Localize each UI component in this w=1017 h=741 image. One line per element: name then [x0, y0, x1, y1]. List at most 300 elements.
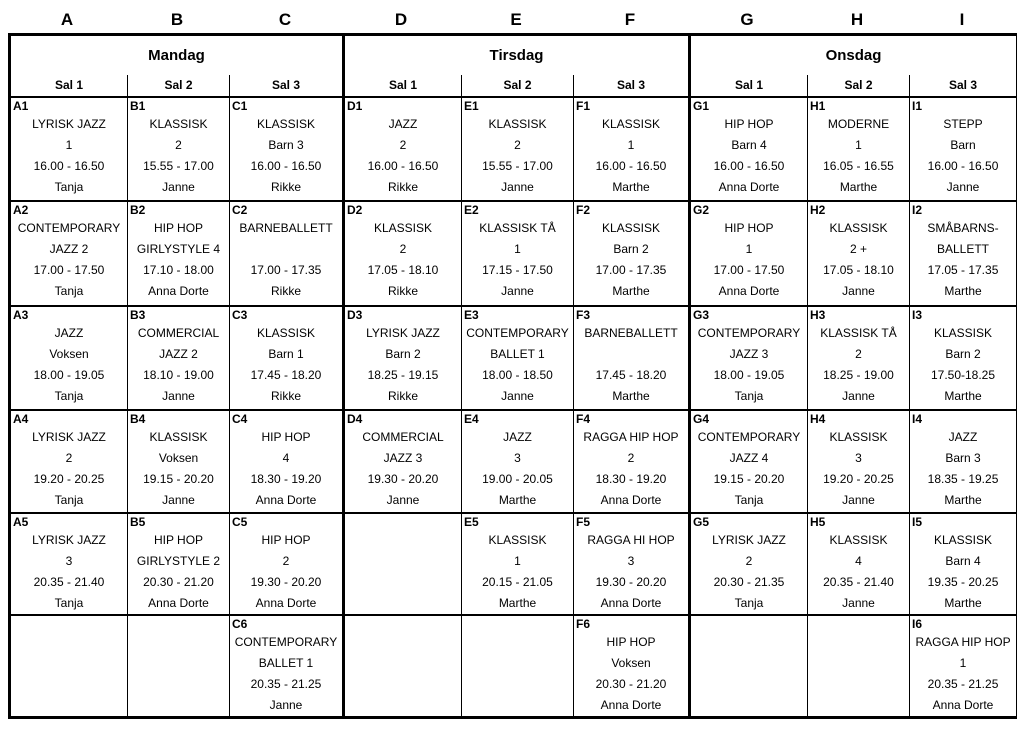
class-time: 15.55 - 17.00 [462, 156, 573, 177]
class-cell [808, 410, 910, 513]
class-name [128, 632, 229, 653]
class-name: KLASSISK [910, 530, 1016, 551]
schedule-row [10, 201, 1017, 306]
class-cell [462, 201, 574, 306]
class-time: 19.35 - 20.25 [910, 572, 1016, 593]
class-teacher [691, 695, 807, 716]
class-level: Voksen [574, 653, 688, 674]
class-name: HIP HOP [691, 218, 807, 239]
class-cell-id [462, 616, 573, 632]
class-cell [910, 513, 1017, 615]
class-time [11, 674, 127, 695]
class-level: Barn 3 [230, 135, 342, 156]
class-time: 17.45 - 18.20 [230, 365, 342, 386]
class-cell-id: E3 [462, 307, 573, 323]
class-cell-id: C3 [230, 307, 342, 323]
class-level: Barn 2 [345, 344, 461, 365]
class-cell-id: F4 [574, 411, 688, 427]
class-level [808, 653, 909, 674]
class-cell [128, 97, 230, 201]
class-cell [344, 201, 462, 306]
class-time: 17.00 - 17.35 [230, 260, 342, 281]
class-cell [230, 97, 344, 201]
class-cell [128, 201, 230, 306]
class-cell [690, 97, 808, 201]
class-cell [230, 513, 344, 615]
day-header-row [10, 35, 1017, 75]
class-time: 19.00 - 20.05 [462, 469, 573, 490]
class-cell-id: G4 [691, 411, 807, 427]
room-header: Sal 3 [230, 75, 344, 97]
class-teacher: Marthe [574, 386, 688, 407]
class-teacher [462, 695, 573, 716]
class-cell [690, 201, 808, 306]
class-name: KLASSISK [808, 530, 909, 551]
class-level: JAZZ 4 [691, 448, 807, 469]
class-cell [230, 201, 344, 306]
class-time: 17.00 - 17.50 [691, 260, 807, 281]
class-name: STEPP [910, 114, 1016, 135]
class-teacher: Tanja [11, 281, 127, 302]
class-cell [574, 410, 690, 513]
class-level: 2 [808, 344, 909, 365]
class-cell-id: I6 [910, 616, 1016, 632]
class-level: 1 [691, 239, 807, 260]
class-name: RAGGA HIP HOP [910, 632, 1016, 653]
class-teacher: Rikke [230, 281, 342, 302]
room-header: Sal 2 [128, 75, 230, 97]
class-time: 20.30 - 21.20 [574, 674, 688, 695]
class-name: BARNEBALLETT [574, 323, 688, 344]
class-cell [910, 410, 1017, 513]
class-level: 2 [462, 135, 573, 156]
class-teacher: Janne [128, 490, 229, 511]
class-level: Barn 3 [910, 448, 1016, 469]
class-cell [462, 513, 574, 615]
column-letter: F [572, 10, 688, 30]
class-teacher: Tanja [691, 386, 807, 407]
class-teacher: Marthe [574, 177, 688, 198]
room-header: Sal 1 [344, 75, 462, 97]
class-cell-id [128, 616, 229, 632]
class-time: 18.25 - 19.00 [808, 365, 909, 386]
class-cell [574, 201, 690, 306]
class-time: 16.00 - 16.50 [574, 156, 688, 177]
class-cell [462, 97, 574, 201]
class-name [11, 632, 127, 653]
class-cell-id: G5 [691, 514, 807, 530]
class-time: 17.05 - 18.10 [808, 260, 909, 281]
class-level: Barn 4 [910, 551, 1016, 572]
class-name: JAZZ [345, 114, 461, 135]
class-cell [10, 410, 128, 513]
column-letter: G [688, 10, 806, 30]
class-time: 18.00 - 19.05 [11, 365, 127, 386]
class-time: 20.30 - 21.35 [691, 572, 807, 593]
class-teacher: Rikke [345, 386, 461, 407]
class-cell-id [691, 616, 807, 632]
class-time: 16.00 - 16.50 [11, 156, 127, 177]
class-teacher: Anna Dorte [691, 281, 807, 302]
class-cell [910, 615, 1017, 718]
class-time: 17.15 - 17.50 [462, 260, 573, 281]
class-teacher: Tanja [11, 593, 127, 614]
class-cell-id: C6 [230, 616, 342, 632]
class-cell-id: I2 [910, 202, 1016, 218]
class-teacher: Anna Dorte [230, 593, 342, 614]
class-time: 20.35 - 21.40 [808, 572, 909, 593]
class-time [808, 674, 909, 695]
class-teacher: Rikke [230, 386, 342, 407]
class-time: 18.00 - 18.50 [462, 365, 573, 386]
schedule-row [10, 97, 1017, 201]
class-teacher: Janne [808, 490, 909, 511]
class-teacher [345, 593, 461, 614]
class-time [345, 674, 461, 695]
class-time: 15.55 - 17.00 [128, 156, 229, 177]
class-name: CONTEMPORARY [11, 218, 127, 239]
class-level: 4 [230, 448, 342, 469]
class-cell-id: I1 [910, 98, 1016, 114]
class-name: KLASSISK [230, 114, 342, 135]
class-level: JAZZ 3 [345, 448, 461, 469]
class-time: 16.00 - 16.50 [691, 156, 807, 177]
class-name: LYRISK JAZZ [11, 530, 127, 551]
class-time: 19.30 - 20.20 [345, 469, 461, 490]
class-name: KLASSISK TÅ [808, 323, 909, 344]
class-cell [128, 306, 230, 410]
column-letter: E [460, 10, 572, 30]
class-cell-id: G2 [691, 202, 807, 218]
class-name: HIP HOP [230, 530, 342, 551]
class-time: 18.10 - 19.00 [128, 365, 229, 386]
class-cell-id: C4 [230, 411, 342, 427]
class-cell-id: B1 [128, 98, 229, 114]
class-cell-id [11, 616, 127, 632]
class-time: 19.20 - 20.25 [808, 469, 909, 490]
room-header: Sal 2 [808, 75, 910, 97]
class-cell-id: F6 [574, 616, 688, 632]
class-cell-id: B2 [128, 202, 229, 218]
class-time: 16.00 - 16.50 [910, 156, 1016, 177]
class-name: HIP HOP [574, 632, 688, 653]
class-name: KLASSISK [808, 427, 909, 448]
class-time [345, 572, 461, 593]
day-header-onsdag: Onsdag [690, 35, 1017, 75]
class-cell-id: D2 [345, 202, 461, 218]
column-letters-row [8, 7, 1017, 33]
class-name: COMMERCIAL [128, 323, 229, 344]
class-teacher: Janne [345, 490, 461, 511]
class-time: 18.30 - 19.20 [230, 469, 342, 490]
class-level: 2 [11, 448, 127, 469]
class-cell-id: C1 [230, 98, 342, 114]
room-header: Sal 3 [910, 75, 1017, 97]
class-name [345, 632, 461, 653]
class-cell [10, 615, 128, 718]
column-letter: C [228, 10, 342, 30]
class-name [462, 632, 573, 653]
class-name: KLASSISK [574, 218, 688, 239]
class-cell [128, 615, 230, 718]
class-teacher: Tanja [691, 490, 807, 511]
class-name: HIP HOP [128, 218, 229, 239]
class-level: 2 [691, 551, 807, 572]
schedule-row [10, 410, 1017, 513]
class-cell [10, 97, 128, 201]
class-time: 17.05 - 17.35 [910, 260, 1016, 281]
class-level: 2 [345, 135, 461, 156]
class-cell [808, 306, 910, 410]
class-cell [574, 97, 690, 201]
class-level: 3 [808, 448, 909, 469]
class-time: 19.15 - 20.20 [691, 469, 807, 490]
class-cell-id: E5 [462, 514, 573, 530]
class-teacher: Anna Dorte [574, 695, 688, 716]
class-cell [344, 410, 462, 513]
column-letter: I [908, 10, 1016, 30]
class-cell [808, 201, 910, 306]
schedule-row [10, 306, 1017, 410]
class-level: Voksen [128, 448, 229, 469]
class-level: 2 [345, 239, 461, 260]
class-name: KLASSISK [345, 218, 461, 239]
class-name: LYRISK JAZZ [11, 427, 127, 448]
class-cell-id: A3 [11, 307, 127, 323]
class-cell-id: H3 [808, 307, 909, 323]
class-cell-id: D3 [345, 307, 461, 323]
class-name: JAZZ [11, 323, 127, 344]
column-letter: B [126, 10, 228, 30]
class-teacher: Anna Dorte [574, 593, 688, 614]
class-teacher: Tanja [11, 490, 127, 511]
class-time: 17.05 - 18.10 [345, 260, 461, 281]
class-time: 17.00 - 17.35 [574, 260, 688, 281]
class-level: 4 [808, 551, 909, 572]
class-name: COMMERCIAL [345, 427, 461, 448]
class-time: 20.35 - 21.40 [11, 572, 127, 593]
class-name: KLASSISK [128, 114, 229, 135]
class-teacher: Janne [128, 177, 229, 198]
class-teacher: Janne [462, 386, 573, 407]
class-cell-id [808, 616, 909, 632]
class-level [462, 653, 573, 674]
class-teacher: Marthe [910, 386, 1016, 407]
schedule-table [8, 33, 1017, 719]
schedule-row [10, 615, 1017, 718]
class-cell-id: F1 [574, 98, 688, 114]
class-teacher [11, 695, 127, 716]
class-level: BALLET 1 [462, 344, 573, 365]
class-teacher: Marthe [462, 593, 573, 614]
class-name: HIP HOP [691, 114, 807, 135]
class-teacher: Marthe [910, 593, 1016, 614]
class-level [230, 239, 342, 260]
day-header-tirsdag: Tirsdag [344, 35, 690, 75]
class-time: 16.05 - 16.55 [808, 156, 909, 177]
class-teacher [128, 695, 229, 716]
class-teacher: Tanja [691, 593, 807, 614]
class-teacher: Anna Dorte [574, 490, 688, 511]
column-letter: A [8, 10, 126, 30]
class-cell-id: I4 [910, 411, 1016, 427]
class-name: KLASSISK [230, 323, 342, 344]
class-cell-id: A4 [11, 411, 127, 427]
class-time: 17.10 - 18.00 [128, 260, 229, 281]
class-cell-id: F3 [574, 307, 688, 323]
class-cell-id: E4 [462, 411, 573, 427]
class-name: MODERNE [808, 114, 909, 135]
schedule-body [10, 97, 1017, 718]
class-level: GIRLYSTYLE 2 [128, 551, 229, 572]
class-name: KLASSISK [910, 323, 1016, 344]
class-teacher [345, 695, 461, 716]
class-cell-id: E1 [462, 98, 573, 114]
class-cell-id: B5 [128, 514, 229, 530]
class-level: 1 [462, 551, 573, 572]
class-name: JAZZ [462, 427, 573, 448]
class-level: BALLET 1 [230, 653, 342, 674]
class-cell [344, 306, 462, 410]
class-cell-id: G1 [691, 98, 807, 114]
class-name [345, 530, 461, 551]
class-level: 3 [574, 551, 688, 572]
class-level [691, 653, 807, 674]
class-name: RAGGA HIP HOP [574, 427, 688, 448]
class-cell [230, 410, 344, 513]
class-teacher: Rikke [230, 177, 342, 198]
class-teacher: Janne [462, 281, 573, 302]
room-header-row [10, 75, 1017, 97]
class-teacher: Anna Dorte [910, 695, 1016, 716]
class-level: 2 + [808, 239, 909, 260]
class-time: 19.30 - 20.20 [574, 572, 688, 593]
class-level [345, 653, 461, 674]
class-level: 2 [230, 551, 342, 572]
class-level: 1 [11, 135, 127, 156]
class-cell-id: H4 [808, 411, 909, 427]
class-name: KLASSISK [462, 114, 573, 135]
class-cell [910, 306, 1017, 410]
room-header: Sal 1 [690, 75, 808, 97]
class-cell-id: A2 [11, 202, 127, 218]
class-time [462, 674, 573, 695]
class-name: HIP HOP [128, 530, 229, 551]
class-level: JAZZ 2 [128, 344, 229, 365]
class-level: Barn 2 [574, 239, 688, 260]
class-level: JAZZ 2 [11, 239, 127, 260]
column-letter: H [806, 10, 908, 30]
class-teacher: Janne [230, 695, 342, 716]
class-cell-id: F5 [574, 514, 688, 530]
class-name: KLASSISK [808, 218, 909, 239]
class-teacher: Anna Dorte [691, 177, 807, 198]
column-letter: D [342, 10, 460, 30]
class-time: 17.00 - 17.50 [11, 260, 127, 281]
class-cell [344, 615, 462, 718]
class-level [574, 344, 688, 365]
class-name: KLASSISK TÅ [462, 218, 573, 239]
room-header: Sal 3 [574, 75, 690, 97]
class-name: JAZZ [910, 427, 1016, 448]
class-teacher: Marthe [910, 490, 1016, 511]
class-level [128, 653, 229, 674]
class-level: JAZZ 3 [691, 344, 807, 365]
class-cell-id: C2 [230, 202, 342, 218]
class-time: 19.20 - 20.25 [11, 469, 127, 490]
class-cell [690, 306, 808, 410]
class-time [691, 674, 807, 695]
class-teacher: Janne [910, 177, 1016, 198]
class-cell-id [345, 616, 461, 632]
class-cell-id: F2 [574, 202, 688, 218]
class-teacher: Janne [808, 593, 909, 614]
class-time: 20.30 - 21.20 [128, 572, 229, 593]
class-teacher: Anna Dorte [128, 593, 229, 614]
class-cell [462, 306, 574, 410]
class-name: CONTEMPORARY [691, 427, 807, 448]
class-cell [910, 201, 1017, 306]
class-name: KLASSISK [128, 427, 229, 448]
class-time [128, 674, 229, 695]
class-cell [10, 201, 128, 306]
class-name: RAGGA HI HOP [574, 530, 688, 551]
class-cell-id: A1 [11, 98, 127, 114]
class-time: 20.35 - 21.25 [230, 674, 342, 695]
class-level: Voksen [11, 344, 127, 365]
class-cell-id: G3 [691, 307, 807, 323]
room-header: Sal 1 [10, 75, 128, 97]
class-cell [462, 615, 574, 718]
class-cell-id: E2 [462, 202, 573, 218]
class-teacher: Marthe [574, 281, 688, 302]
class-cell [690, 615, 808, 718]
class-time: 18.25 - 19.15 [345, 365, 461, 386]
class-cell [344, 513, 462, 615]
class-cell [462, 410, 574, 513]
class-level: 2 [574, 448, 688, 469]
class-level: 1 [462, 239, 573, 260]
class-cell-id: H2 [808, 202, 909, 218]
class-cell [910, 97, 1017, 201]
class-name [808, 632, 909, 653]
class-teacher: Janne [808, 386, 909, 407]
class-level: Barn [910, 135, 1016, 156]
class-teacher: Anna Dorte [230, 490, 342, 511]
class-cell-id: H1 [808, 98, 909, 114]
class-teacher: Janne [462, 177, 573, 198]
class-name: HIP HOP [230, 427, 342, 448]
class-level: 1 [808, 135, 909, 156]
class-time: 19.30 - 20.20 [230, 572, 342, 593]
class-time: 20.35 - 21.25 [910, 674, 1016, 695]
class-time: 19.15 - 20.20 [128, 469, 229, 490]
class-cell [128, 513, 230, 615]
class-cell-id: H5 [808, 514, 909, 530]
class-cell [230, 615, 344, 718]
day-header-mandag: Mandag [10, 35, 344, 75]
class-time: 18.30 - 19.20 [574, 469, 688, 490]
class-teacher: Tanja [11, 386, 127, 407]
class-time: 16.00 - 16.50 [230, 156, 342, 177]
schedule-row [10, 513, 1017, 615]
class-name: CONTEMPORARY [691, 323, 807, 344]
class-time: 17.50-18.25 [910, 365, 1016, 386]
class-name: CONTEMPORARY [230, 632, 342, 653]
class-teacher [808, 695, 909, 716]
class-teacher: Marthe [808, 177, 909, 198]
class-level: 3 [462, 448, 573, 469]
